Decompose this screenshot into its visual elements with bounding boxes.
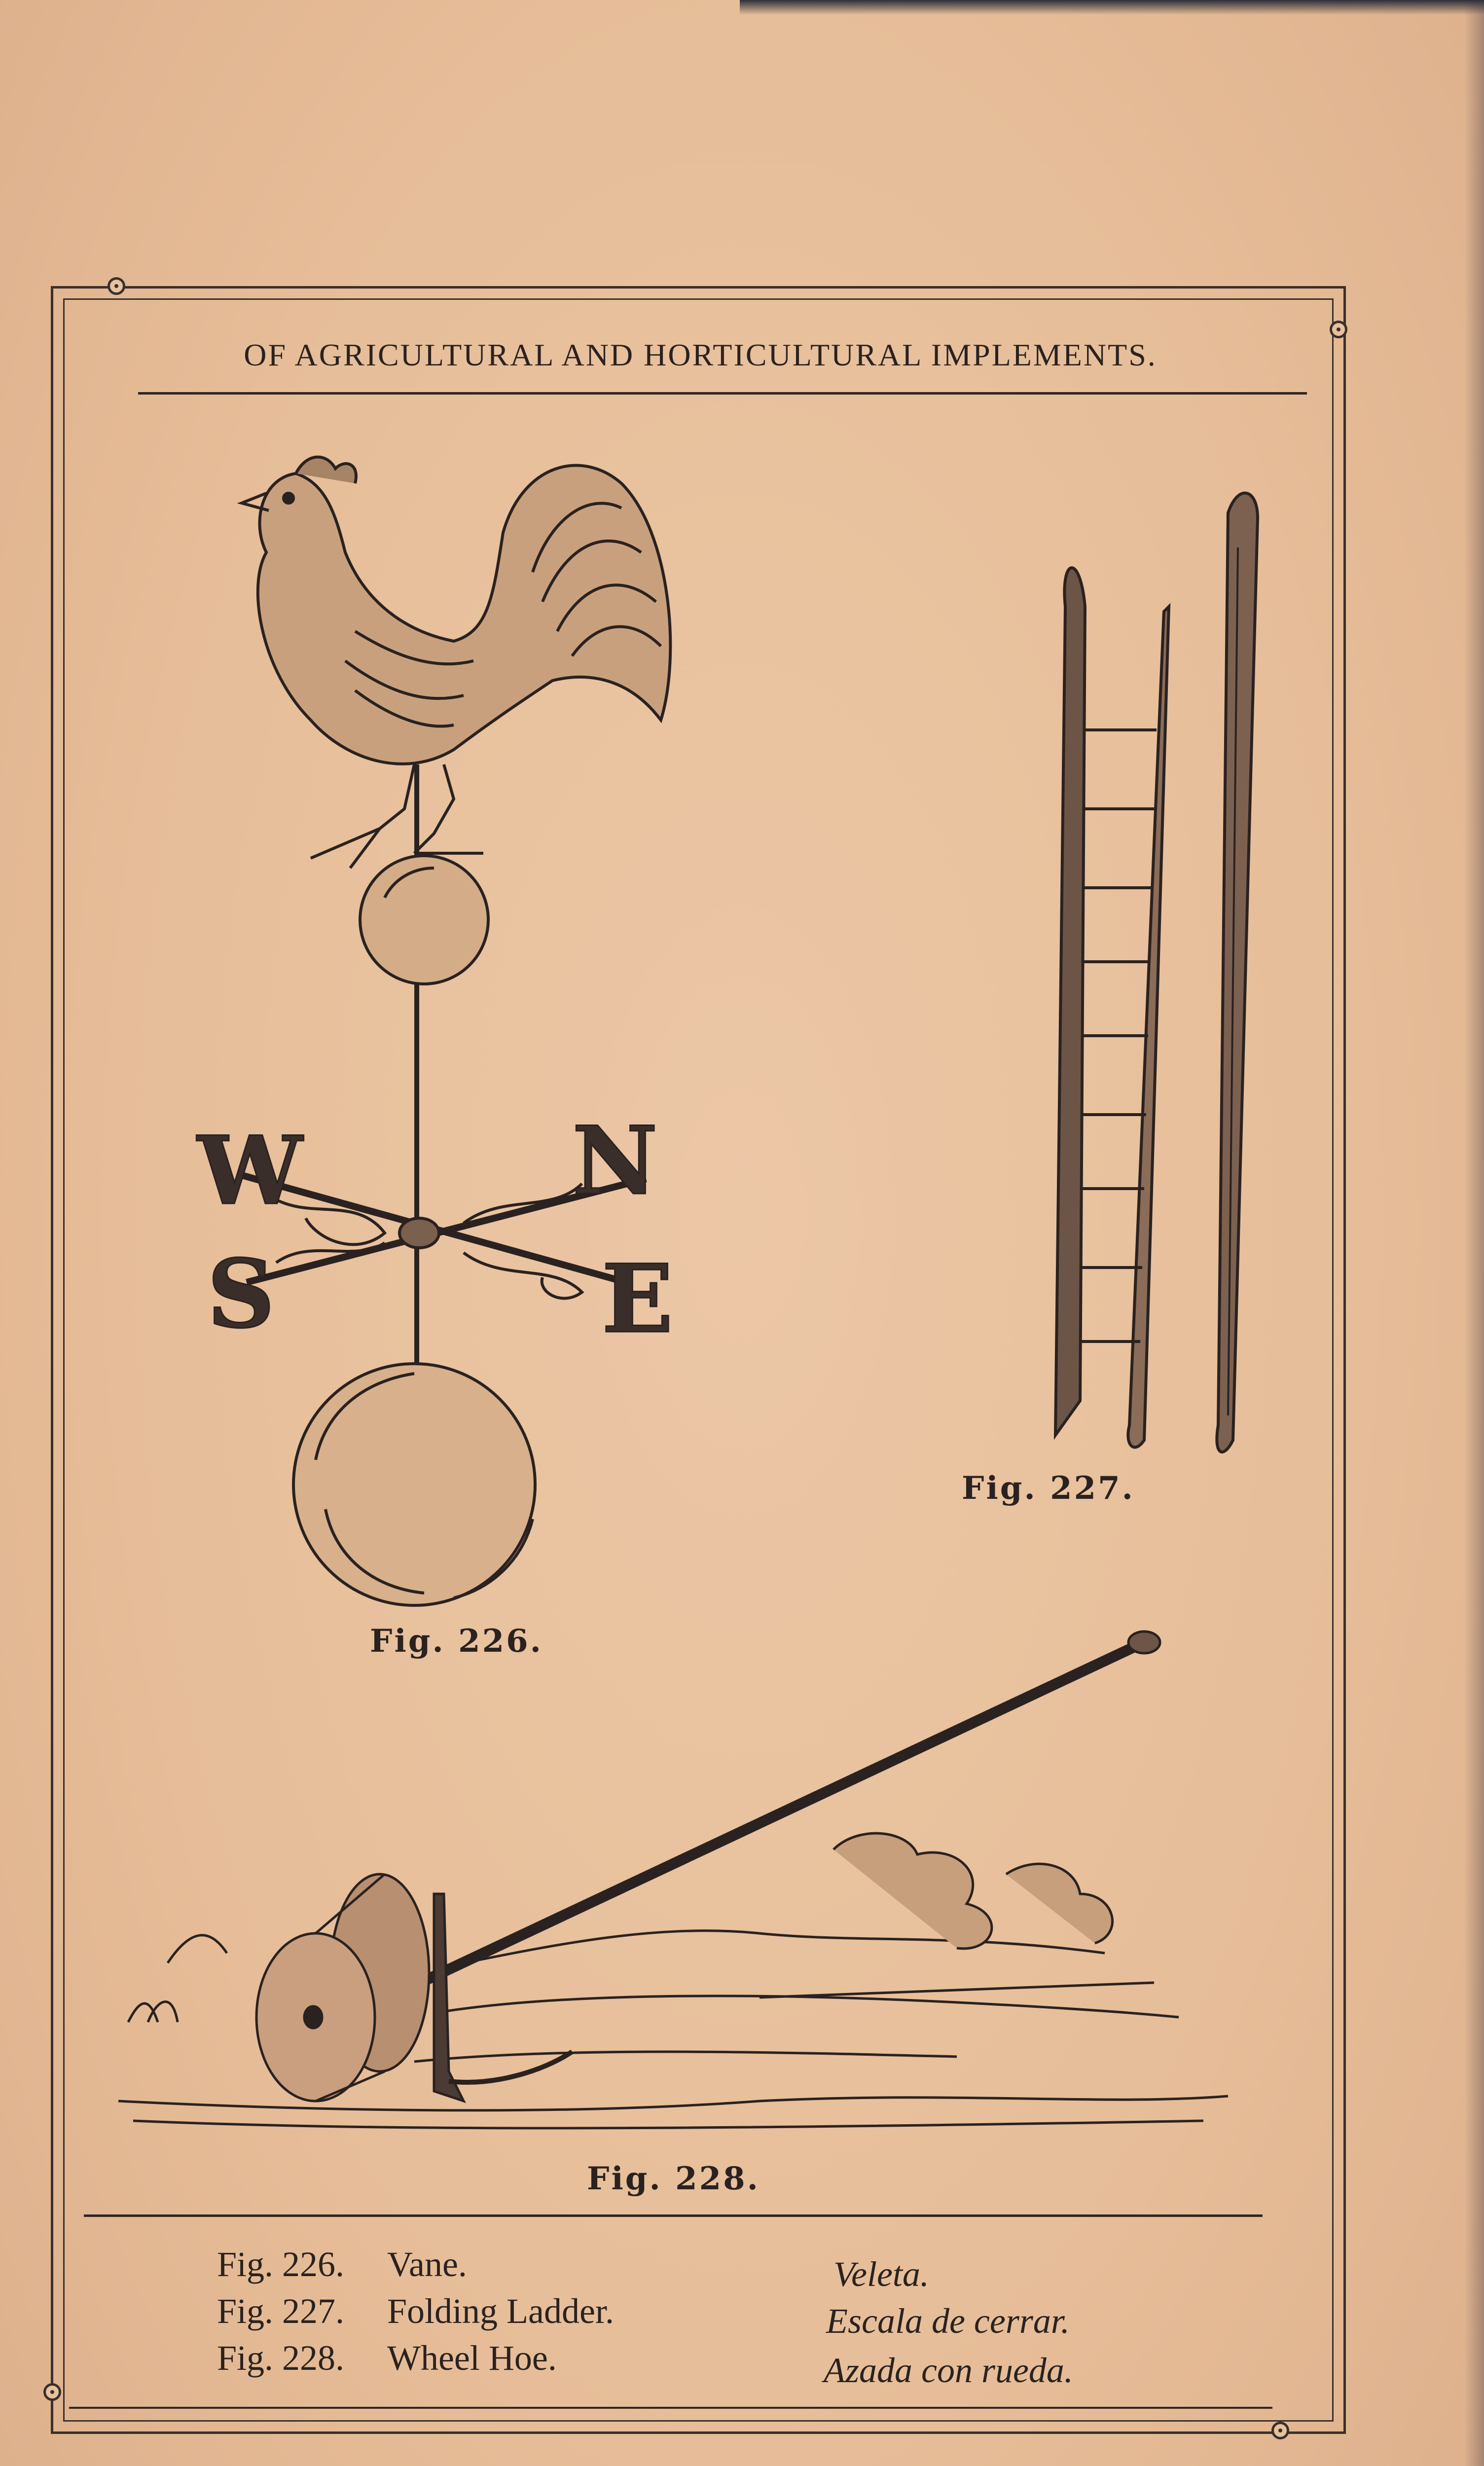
caption-english: Wheel Hoe.	[387, 2338, 557, 2378]
vane-letter-n: N	[572, 1106, 658, 1216]
caption-number: Fig. 228.	[217, 2338, 345, 2378]
caption-english: Folding Ladder.	[387, 2291, 614, 2331]
scan-top-strip	[740, 0, 1484, 15]
bottom-rule	[69, 2407, 1272, 2409]
caption-number: Fig. 227.	[217, 2291, 345, 2331]
caption-spanish: Azada con rueda.	[824, 2351, 1073, 2390]
caption-spanish: Veleta.	[833, 2254, 929, 2294]
weather-vane-illustration	[148, 424, 888, 1618]
caption-rule	[84, 2214, 1263, 2217]
corner-ornament-top-right	[1330, 321, 1347, 338]
page-edge-shadow	[1464, 0, 1484, 2466]
fig-227-label: Fig. 227.	[962, 1470, 1135, 1507]
page-header: OF AGRICULTURAL AND HORTICULTURAL IMPLEMENTS.	[244, 337, 1157, 372]
caption-number: Fig. 226.	[217, 2245, 345, 2284]
corner-ornament-bottom-right	[1271, 2422, 1289, 2439]
header-rule	[138, 392, 1307, 395]
caption-english: Vane.	[387, 2245, 467, 2284]
wheel-hoe-illustration	[118, 1618, 1253, 2150]
vane-letter-s: S	[207, 1239, 275, 1349]
fig-228-label: Fig. 228.	[587, 2160, 760, 2197]
fig-226-label: Fig. 226.	[370, 1623, 543, 1660]
caption-spanish: Escala de cerrar.	[826, 2301, 1070, 2341]
vane-letter-w: W	[197, 1116, 303, 1226]
corner-ornament-top-left	[108, 277, 125, 295]
corner-ornament-bottom-left	[43, 2383, 61, 2401]
vane-letter-e: E	[602, 1244, 673, 1354]
folding-ladder-illustration	[1026, 488, 1282, 1475]
